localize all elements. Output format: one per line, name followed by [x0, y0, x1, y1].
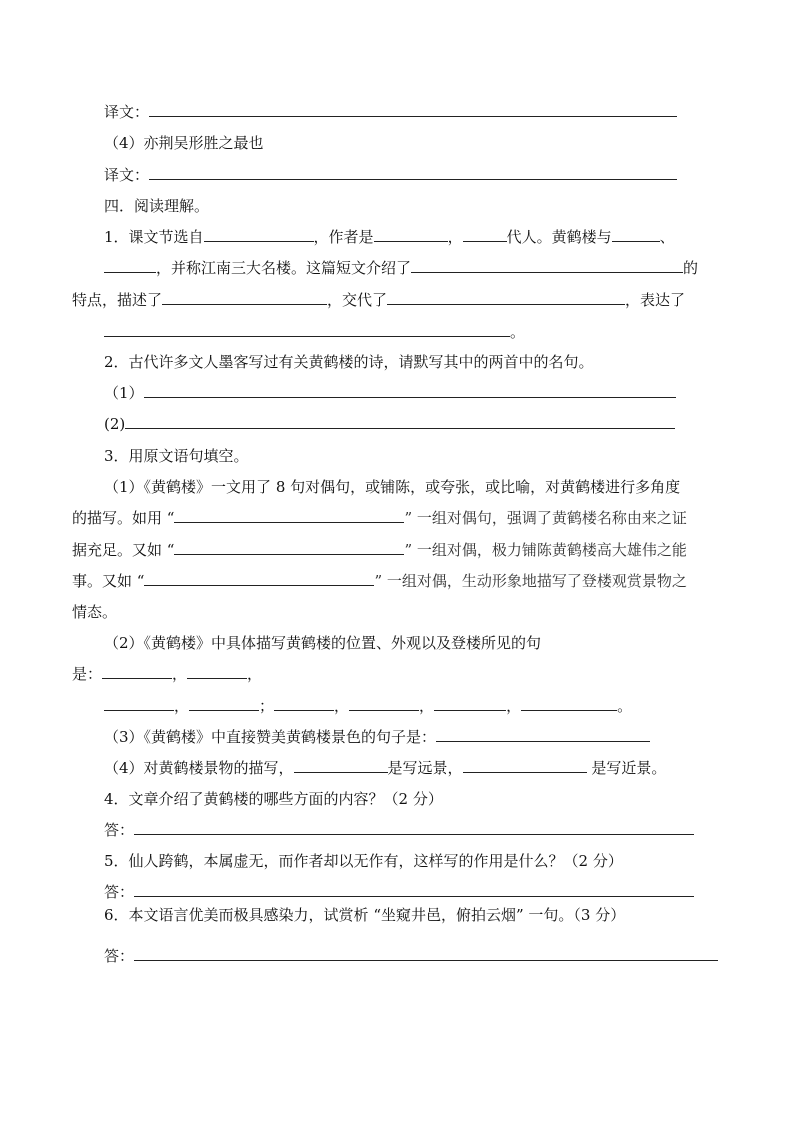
- answer-blank[interactable]: [374, 227, 448, 242]
- question-2-answer-2: [104, 414, 675, 434]
- answer-blank[interactable]: [104, 322, 510, 337]
- question-3-part-1-line-2: [72, 508, 687, 528]
- answer-blank[interactable]: [463, 227, 507, 242]
- answer-blank[interactable]: [104, 696, 174, 711]
- punctuation: ，: [247, 665, 263, 683]
- punctuation: ，: [506, 697, 522, 715]
- q1-text: ，并称江南三大名楼。这篇短文介绍了: [156, 259, 412, 277]
- q1-text: 、: [659, 228, 675, 246]
- q1-text: 的: [683, 259, 699, 277]
- punctuation: ，: [172, 665, 188, 683]
- translation-line-1: [104, 102, 677, 122]
- translation-label: 译文：: [104, 166, 150, 184]
- question-3-part-4: [104, 758, 666, 778]
- question-3-part-3: [104, 727, 650, 747]
- q3-text: 是写近景。: [586, 759, 667, 777]
- answer-blank[interactable]: [434, 696, 506, 711]
- answer-blank[interactable]: [274, 696, 334, 711]
- q1-text: 代人。黄鹤楼与: [506, 228, 612, 246]
- answer-blank[interactable]: [463, 758, 587, 773]
- answer-blank[interactable]: [162, 290, 327, 305]
- answer-label: 答：: [104, 821, 135, 839]
- question-6: 6．本文语言优美而极具感染力，试赏析 “坐窥井邑，俯拍云烟” 一句。（3 分）: [104, 906, 626, 924]
- punctuation: ；: [259, 697, 275, 715]
- answer-blank[interactable]: [187, 664, 247, 679]
- answer-blank[interactable]: [189, 696, 259, 711]
- answer-blank[interactable]: [174, 540, 404, 555]
- q3-text: （4）对黄鹤楼景物的描写，: [104, 759, 294, 777]
- answer-blank[interactable]: [436, 727, 650, 742]
- q1-text: 。: [510, 323, 526, 341]
- question-3-part-1-line-3: [72, 540, 687, 560]
- q1-text: ，交代了: [327, 291, 388, 309]
- punctuation: ，: [419, 697, 435, 715]
- answer-blank[interactable]: [204, 227, 314, 242]
- translation-label: 译文：: [104, 103, 150, 121]
- question-3-part-1-line-4: [72, 571, 687, 591]
- q3-text: 事。又如 “: [72, 572, 145, 590]
- question-3-part-2-line-2: [72, 664, 262, 684]
- question-4-answer: [104, 820, 694, 840]
- answer-blank[interactable]: [134, 946, 718, 961]
- question-3: 3．用原文语句填空。: [104, 447, 249, 465]
- q3-text: （3）《黄鹤楼》中直接赞美黄鹤楼景色的句子是：: [104, 728, 437, 746]
- q3-text: ” 一组对偶，生动形象地描写了登楼观赏景物之: [374, 572, 687, 590]
- answer-blank[interactable]: [411, 258, 683, 273]
- answer-blank[interactable]: [104, 258, 156, 273]
- q1-text: ，: [447, 228, 463, 246]
- q1-text: 1．课文节选自: [104, 228, 204, 246]
- punctuation: 。: [617, 697, 633, 715]
- answer-blank[interactable]: [144, 383, 676, 398]
- answer-blank[interactable]: [174, 508, 404, 523]
- question-3-part-2-line-1: （2）《黄鹤楼》中具体描写黄鹤楼的位置、外观以及登楼所见的句: [104, 634, 542, 652]
- answer-blank[interactable]: [294, 758, 388, 773]
- answer-blank[interactable]: [102, 664, 172, 679]
- answer-label: 答：: [104, 947, 135, 965]
- answer-blank[interactable]: [149, 102, 677, 117]
- q3-text: 据充足。又如 “: [72, 541, 175, 559]
- question-1-line-3: [72, 290, 685, 310]
- answer-blank[interactable]: [149, 165, 677, 180]
- item-4: （4）亦荆吴形胜之最也: [104, 134, 264, 152]
- question-1-line-4: [104, 322, 525, 342]
- punctuation: ，: [334, 697, 350, 715]
- q3-text: 是写远景，: [387, 759, 463, 777]
- answer-blank[interactable]: [134, 882, 694, 897]
- answer-blank[interactable]: [134, 820, 694, 835]
- section-heading: 四．阅读理解。: [104, 197, 210, 215]
- q3-text: ” 一组对偶句，强调了黄鹤楼名称由来之证: [404, 509, 687, 527]
- q2-label: （1）: [104, 384, 144, 402]
- translation-line-2: [104, 165, 677, 185]
- q3-text: 是：: [72, 665, 103, 683]
- q1-text: ，表达了: [625, 291, 686, 309]
- answer-blank[interactable]: [521, 696, 617, 711]
- question-3-part-1-line-5: 情态。: [72, 603, 118, 621]
- answer-blank[interactable]: [612, 227, 660, 242]
- question-6-answer: [104, 946, 718, 966]
- question-1-line-2: [104, 258, 698, 278]
- question-4: 4．文章介绍了黄鹤楼的哪些方面的内容？（2 分）: [104, 790, 443, 808]
- q1-text: 特点，描述了: [72, 291, 163, 309]
- question-2-answer-1: [104, 383, 676, 403]
- question-3-part-1-line-1: （1）《黄鹤楼》一文用了 8 句对偶句，或铺陈，或夸张，或比喻，对黄鹤楼进行多角度: [104, 478, 681, 496]
- question-2: 2．古代许多文人墨客写过有关黄鹤楼的诗，请默写其中的两首中的名句。: [104, 353, 594, 371]
- answer-label: 答：: [104, 883, 135, 901]
- answer-blank[interactable]: [349, 696, 419, 711]
- question-5: 5．仙人跨鹤，本属虚无，而作者却以无作有，这样写的作用是什么？（2 分）: [104, 852, 623, 870]
- q3-text: ” 一组对偶，极力铺陈黄鹤楼高大雄伟之能: [404, 541, 687, 559]
- question-5-answer: [104, 882, 694, 902]
- punctuation: ，: [174, 697, 190, 715]
- q2-label: (2): [104, 415, 126, 433]
- answer-blank[interactable]: [144, 571, 374, 586]
- q1-text: ，作者是: [313, 228, 374, 246]
- q3-text: 的描写。如用 “: [72, 509, 175, 527]
- answer-blank[interactable]: [125, 414, 675, 429]
- answer-blank[interactable]: [387, 290, 625, 305]
- question-3-part-2-line-3: [104, 696, 632, 716]
- question-1-line-1: [104, 227, 675, 247]
